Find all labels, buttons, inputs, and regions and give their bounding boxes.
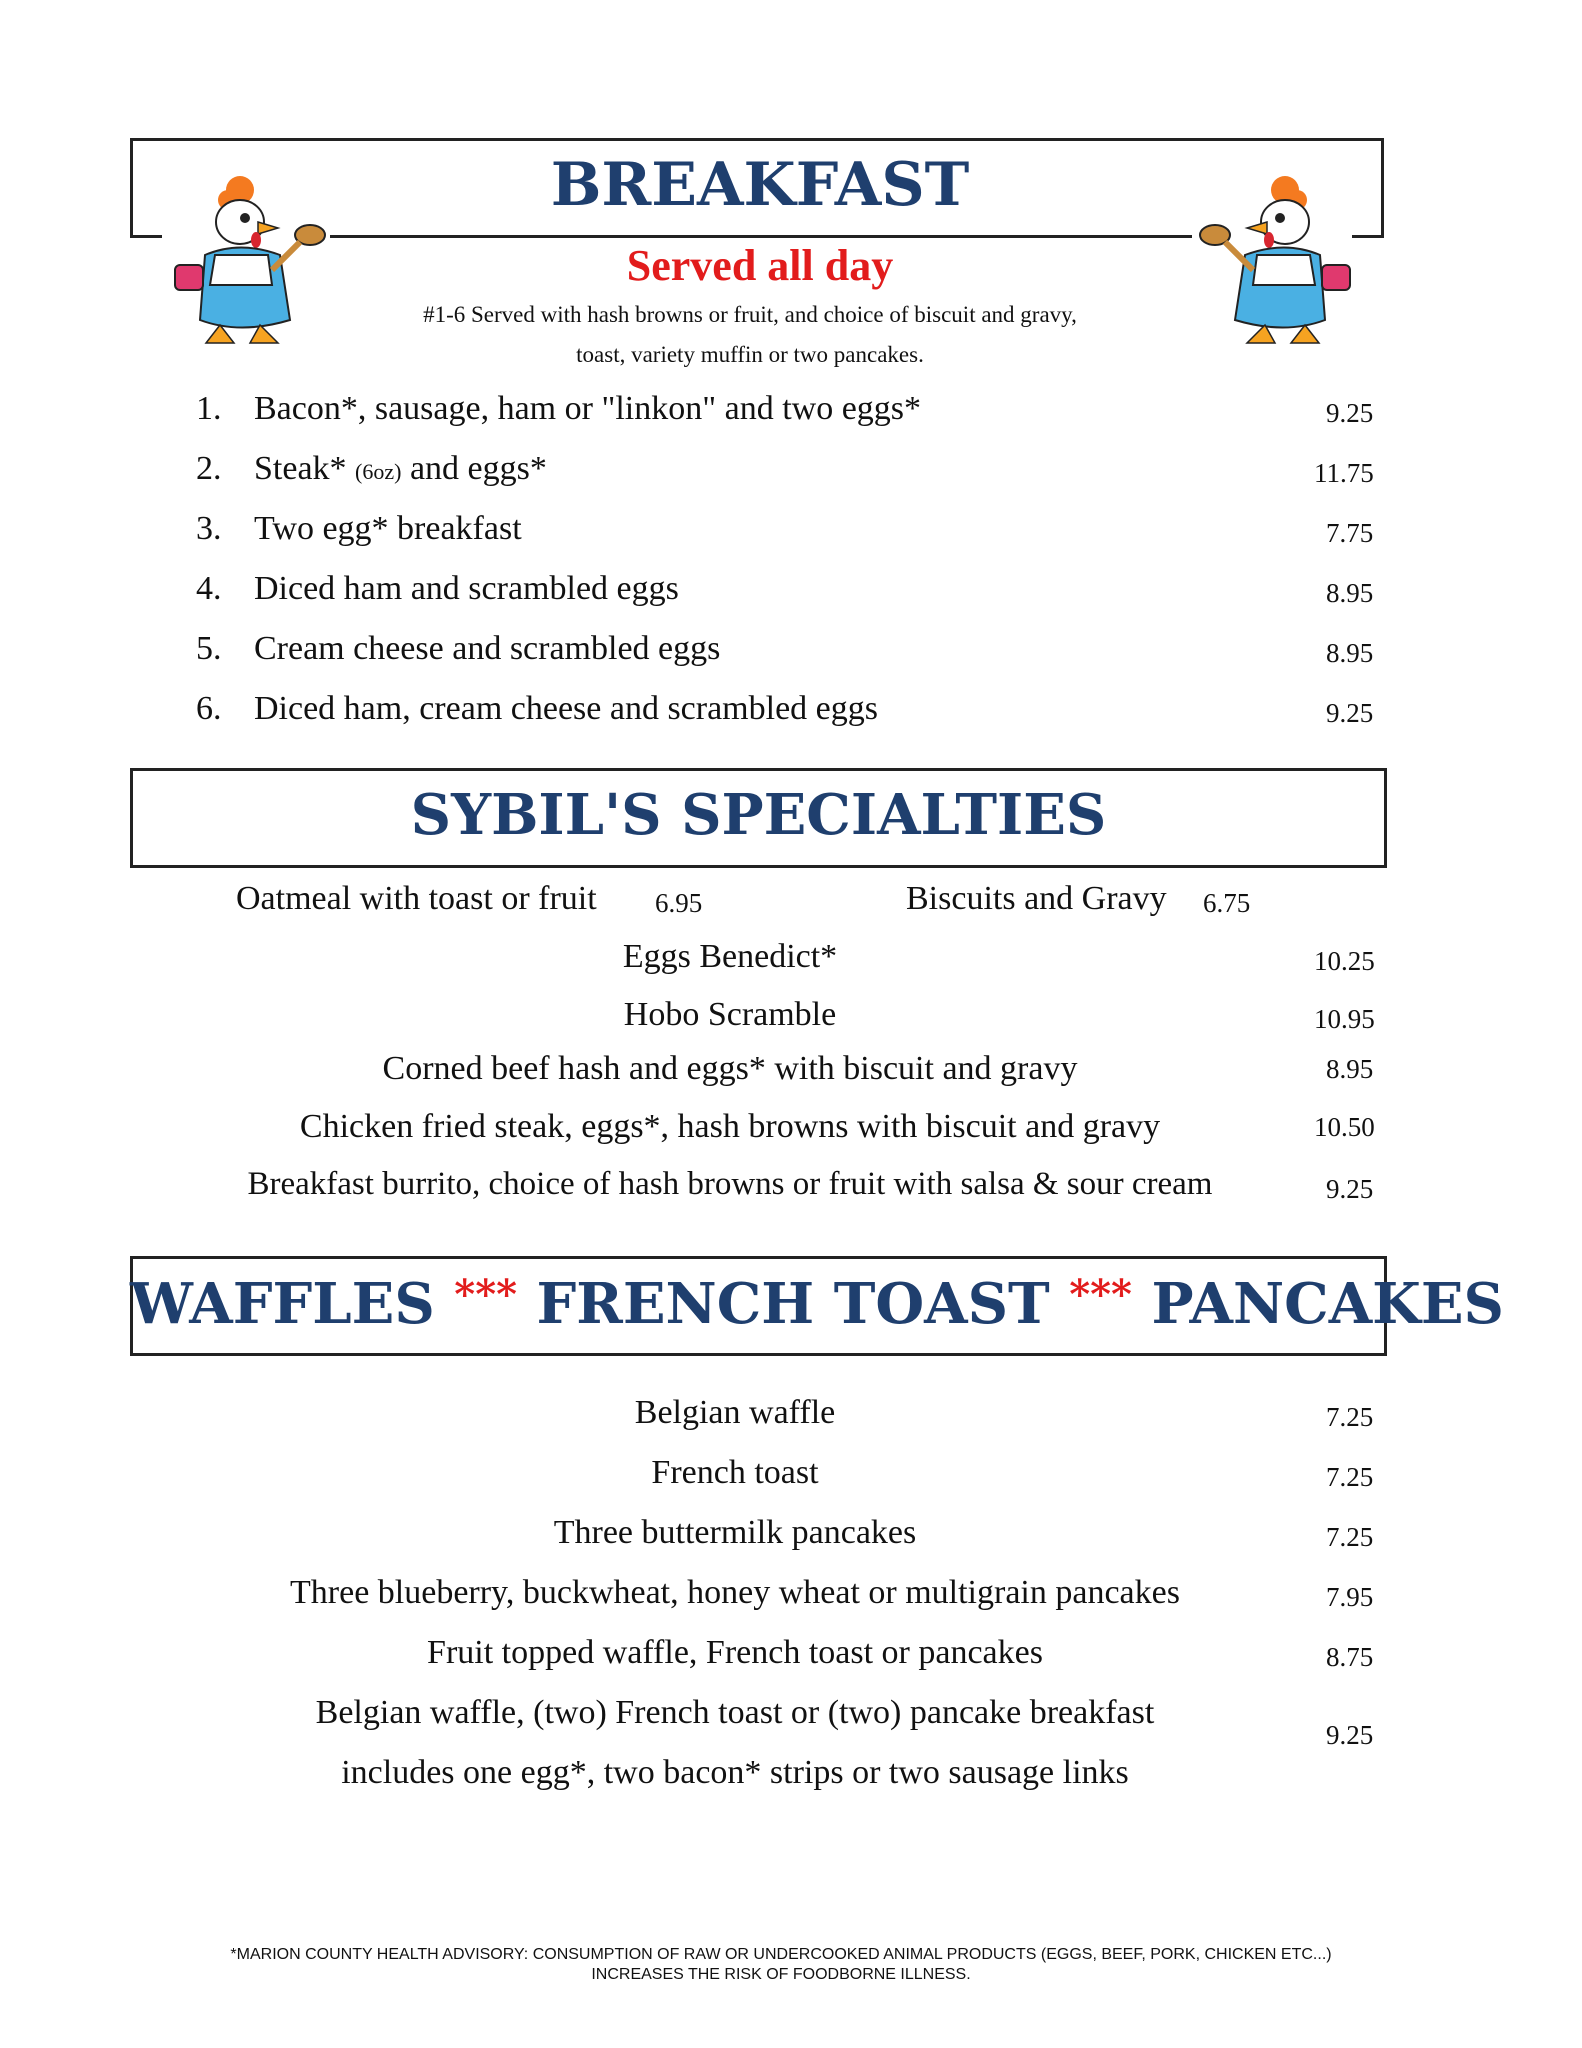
list-item-name: Diced ham, cream cheese and scrambled eggs bbox=[254, 690, 878, 727]
list-item-price: 7.25 bbox=[1326, 1402, 1374, 1432]
list-item-name: Oatmeal with toast or fruit bbox=[236, 880, 597, 917]
list-item-price: 10.50 bbox=[1314, 1112, 1375, 1142]
steak-eggs-label: and eggs* bbox=[409, 450, 547, 487]
list-item-name: Bacon*, sausage, ham or "linkon" and two eggs* bbox=[254, 390, 922, 427]
list-item-price: 7.25 bbox=[1326, 1522, 1374, 1552]
list-item-name: Fruit topped waffle, French toast or pancakes bbox=[427, 1634, 1043, 1671]
chicken-chef-mascot-left-icon bbox=[160, 160, 335, 360]
list-item-name: Cream cheese and scrambled eggs bbox=[254, 630, 721, 667]
breakfast-title: BREAKFAST bbox=[550, 150, 970, 220]
list-item-price: 9.25 bbox=[1326, 398, 1374, 428]
list-item-number: 5. bbox=[196, 630, 222, 667]
list-item-price: 9.25 bbox=[1326, 698, 1374, 728]
steak-label: Steak* bbox=[254, 450, 347, 487]
list-item-name: Three buttermilk pancakes bbox=[553, 1514, 917, 1551]
list-item-name: Belgian waffle bbox=[634, 1394, 836, 1431]
list-item-name: Hobo Scramble bbox=[623, 996, 837, 1033]
french-toast-title-part: FRENCH TOAST bbox=[536, 1271, 1050, 1337]
list-item-price: 10.25 bbox=[1314, 946, 1375, 976]
list-item-number: 4. bbox=[196, 570, 222, 607]
list-item-name: Corned beef hash and eggs* with biscuit and gravy bbox=[382, 1050, 1078, 1087]
list-item-price: 9.25 bbox=[1326, 1174, 1374, 1204]
list-item-price: 7.25 bbox=[1326, 1462, 1374, 1492]
list-item-number: 2. bbox=[196, 450, 222, 487]
list-item-name: Diced ham and scrambled eggs bbox=[254, 570, 679, 607]
list-item-price: 8.95 bbox=[1326, 1054, 1374, 1084]
breakfast-note-line2: toast, variety muffin or two pancakes. bbox=[576, 342, 924, 367]
list-item-price: 8.95 bbox=[1326, 578, 1374, 608]
waffles-title bbox=[130, 1271, 1504, 1337]
list-item-name: Eggs Benedict* bbox=[622, 938, 838, 975]
pancakes-title-part: PANCAKES bbox=[1151, 1271, 1504, 1337]
stars-separator: *** bbox=[1069, 1271, 1132, 1318]
list-item-number: 6. bbox=[196, 690, 222, 727]
list-item-price: 6.75 bbox=[1203, 888, 1251, 918]
list-item-name: French toast bbox=[651, 1454, 819, 1491]
list-item-name: Belgian waffle, (two) French toast or (two) pancake breakfast bbox=[315, 1694, 1155, 1731]
breakfast-note-line1: #1-6 Served with hash browns or fruit, and choice of biscuit and gravy, bbox=[423, 302, 1077, 327]
list-item-number: 1. bbox=[196, 390, 222, 427]
breakfast-subtitle: Served all day bbox=[626, 241, 894, 290]
stars-separator: *** bbox=[454, 1271, 518, 1318]
list-item-price: 11.75 bbox=[1314, 458, 1374, 488]
list-item-name: Biscuits and Gravy bbox=[906, 880, 1167, 917]
waffles-title-part: WAFFLES bbox=[130, 1271, 435, 1337]
list-item-price: 8.95 bbox=[1326, 638, 1374, 668]
health-advisory-line2: INCREASES THE RISK OF FOODBORNE ILLNESS. bbox=[591, 1966, 971, 1983]
chicken-chef-mascot-right-icon bbox=[1190, 160, 1365, 360]
list-item-price: 6.95 bbox=[655, 888, 703, 918]
specialties-title: SYBIL'S SPECIALTIES bbox=[410, 782, 1107, 848]
list-item-price: 7.95 bbox=[1326, 1582, 1374, 1612]
list-item-name bbox=[254, 450, 547, 488]
steak-size: (6oz) bbox=[355, 459, 402, 484]
list-item-name: Two egg* breakfast bbox=[254, 510, 522, 547]
list-item-name: Three blueberry, buckwheat, honey wheat or multigrain pancakes bbox=[290, 1574, 1180, 1611]
health-advisory-line1: *MARION COUNTY HEALTH ADVISORY: CONSUMPTION OF RAW OR UNDERCOOKED ANIMAL PRODUCTS (EGGS, BEEF, PORK, CHICKEN ETC...) bbox=[230, 1946, 1332, 1963]
list-item-number: 3. bbox=[196, 510, 222, 547]
list-item-price: 9.25 bbox=[1326, 1720, 1374, 1750]
list-item-price: 7.75 bbox=[1326, 518, 1374, 548]
list-item-price: 8.75 bbox=[1326, 1642, 1374, 1672]
list-item-price: 10.95 bbox=[1314, 1004, 1375, 1034]
list-item-name: Chicken fried steak, eggs*, hash browns with biscuit and gravy bbox=[299, 1108, 1161, 1145]
list-item-name: Breakfast burrito, choice of hash browns or fruit with salsa & sour cream bbox=[247, 1166, 1213, 1202]
list-item-name: includes one egg*, two bacon* strips or two sausage links bbox=[341, 1754, 1129, 1791]
